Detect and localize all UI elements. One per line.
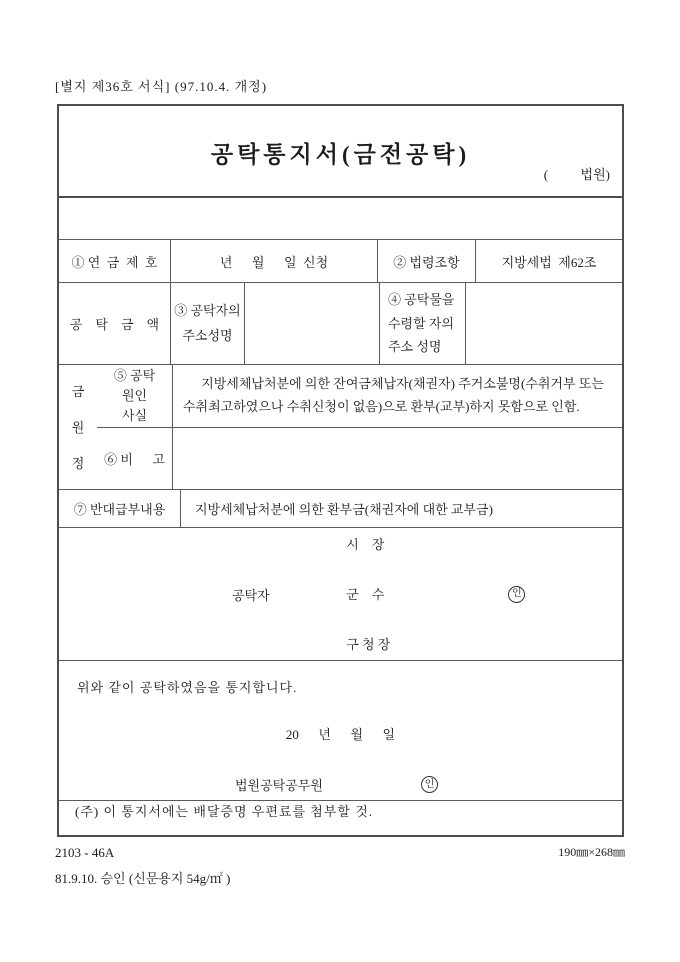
- deposit-cause-row: [97, 365, 622, 427]
- cause-label-line1: ⑤ 공탁: [113, 367, 156, 383]
- recipient-label-line3: 주소 성명: [388, 339, 442, 355]
- depositor-label-line2: 주소성명: [182, 327, 233, 343]
- depositor-seal-icon: 인: [508, 586, 525, 603]
- recipient-address-label: [379, 283, 465, 364]
- cause-label-line2: 원인: [121, 387, 148, 403]
- form-number-label: [별지 제36호 서식] (97.10.4. 개정): [55, 79, 268, 94]
- notice-sentence: 위와 같이 공탁하였음을 통지합니다.: [77, 680, 298, 695]
- depositor-address-label: [170, 283, 244, 364]
- officer-seal-icon: 인: [421, 776, 438, 793]
- deposit-cause-label: [97, 365, 172, 427]
- depositor-address-value-cell: [244, 283, 379, 364]
- statute-label: ② 법령조항: [377, 240, 475, 282]
- footnote-text: (주) 이 통지서에는 배달증명 우편료를 첨부할 것.: [75, 804, 374, 819]
- deposit-amount-row: [59, 282, 622, 364]
- counter-performance-value: 지방세체납처분에 의한 환부금(채권자에 대한 교부금): [180, 490, 622, 527]
- principal-char-2: 원: [71, 419, 85, 435]
- empty-row: [59, 196, 622, 239]
- deposit-cause-text-cell: [172, 365, 622, 427]
- principal-char-1: 금: [71, 383, 85, 399]
- case-number-row: [59, 239, 622, 282]
- court-name-field: ( 법원): [543, 167, 610, 182]
- statute-value: 지방세법 제62조: [475, 240, 622, 282]
- remarks-label: ⑥ 비 고: [104, 451, 165, 467]
- footnote-row: [59, 800, 622, 835]
- approval-note: 81.9.10. 승인 (신문용지 54g/㎡ ): [55, 871, 231, 886]
- case-number-label: ① 연 금 제 호: [71, 254, 158, 270]
- depositor-signature-row: [59, 527, 622, 660]
- remarks-row: [97, 427, 622, 490]
- notice-date-line: 20 년 월 일: [285, 727, 396, 742]
- depositor-title-county: 군 수: [346, 586, 385, 602]
- notice-officer-line: [59, 775, 622, 794]
- form-code: 2103 - 46A: [55, 845, 115, 860]
- depositor-label-line1: ③ 공탁자의: [174, 302, 241, 318]
- principal-vertical-label: [59, 365, 97, 489]
- paper-size-note: 190㎜×268㎜: [558, 845, 625, 859]
- counter-performance-label: ⑦ 반대급부내용: [73, 502, 166, 517]
- recipient-label-line2: 수령할 자의: [388, 315, 455, 331]
- depositor-signature-block: [59, 507, 622, 682]
- recipient-address-value-cell: [465, 283, 622, 364]
- depositor-titles: [314, 507, 391, 682]
- depositor-title-district: 구 청 장: [346, 636, 391, 652]
- depositor-label: 공탁자: [232, 587, 270, 603]
- principal-char-3: 정: [71, 455, 85, 471]
- court-officer-label: 법원공탁공무원: [235, 778, 323, 793]
- application-date-cell: 년 월 일 신청: [170, 240, 377, 282]
- deposit-notice-form: [57, 104, 624, 837]
- principal-group-row: [59, 364, 622, 489]
- title-row: [59, 106, 622, 196]
- remarks-value-cell: [172, 428, 622, 490]
- deposit-cause-text: 지방세체납처분에 의한 잔여금체납자(채권자) 주거소불명(수취거부 또는 수취최고하였으나 수취신청이 없음)으로 환부(교부)하지 못함으로 인함.: [183, 376, 604, 414]
- page-title: 공탁통지서(금전공탁): [210, 142, 471, 167]
- depositor-title-mayor: 시 장: [346, 536, 385, 552]
- deposit-amount-label: 공 탁 금 액: [69, 317, 160, 332]
- recipient-label-line1: ④ 공탁물을: [388, 292, 455, 308]
- principal-group-right: [97, 365, 622, 489]
- cause-label-line3: 사실: [121, 407, 148, 423]
